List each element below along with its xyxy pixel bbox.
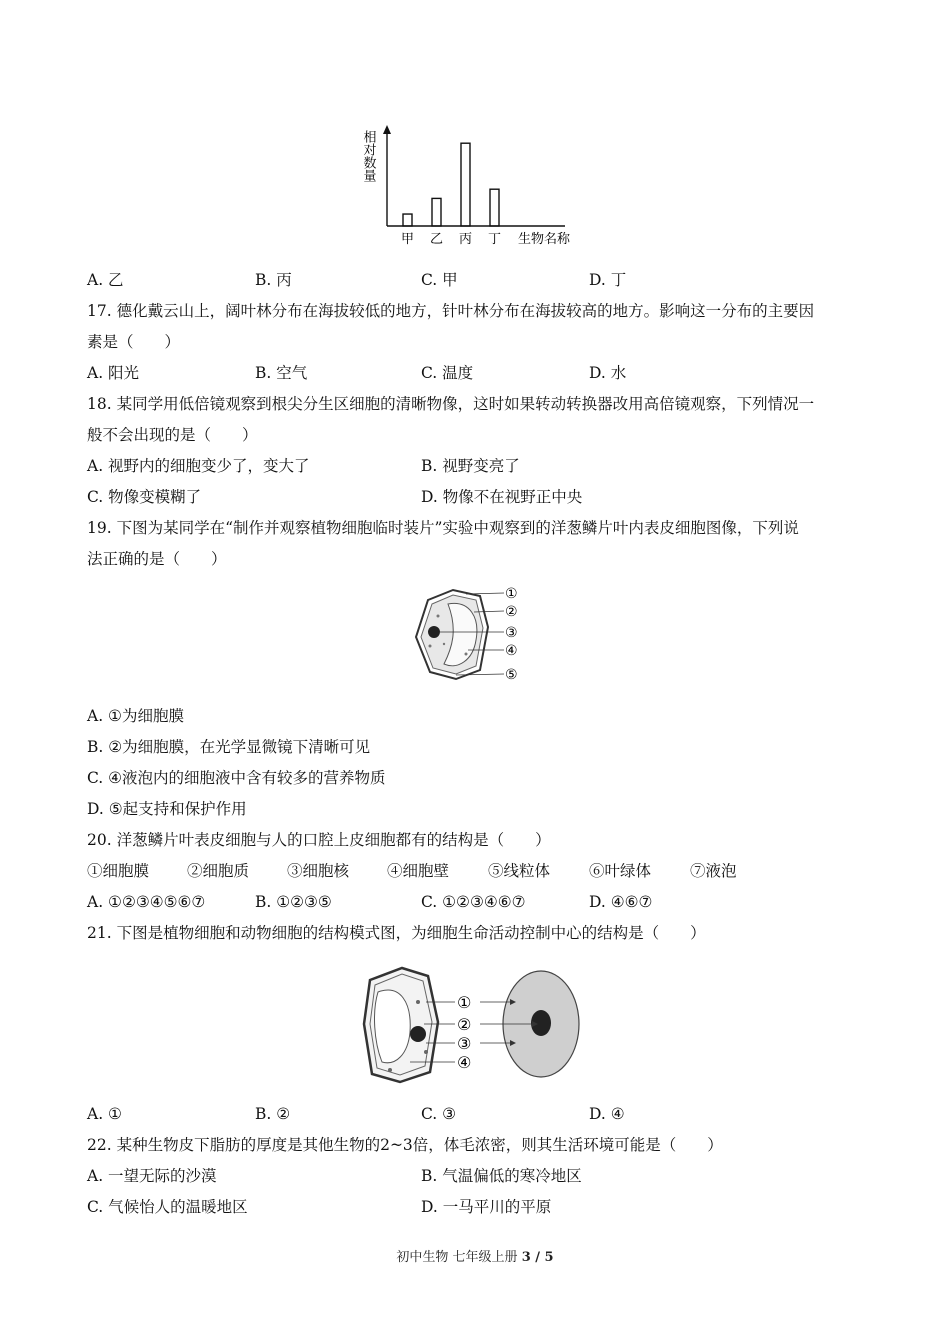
onion-label-4: ④	[505, 643, 518, 659]
q20-item-1: ①细胞膜	[87, 862, 150, 880]
q17-stem-line2: 素是（ ）	[87, 333, 181, 351]
q22-stem-line1: 22. 某种生物皮下脂肪的厚度是其他生物的2~3倍，体毛浓密，则其生活环境可能是（ ）	[87, 1136, 723, 1154]
q16-option-d: D. 丁	[589, 271, 627, 289]
q19-option-b: B. ②为细胞膜，在光学显微镜下清晰可见	[87, 738, 371, 756]
q20-stem-line1: 20. 洋葱鳞片叶表皮细胞与人的口腔上皮细胞都有的结构是（ ）	[87, 831, 551, 849]
chart-tick-labels	[401, 232, 501, 247]
tick-label-4: 丁	[487, 232, 502, 247]
q17-option-a: A. 阳光	[87, 364, 140, 382]
tick-label-3: 丙	[458, 232, 473, 247]
q19-option-c: C. ④液泡内的细胞液中含有较多的营养物质	[87, 769, 386, 787]
q20-item-6: ⑥叶绿体	[589, 862, 652, 880]
onion-cell-diagram	[408, 582, 538, 687]
onion-label-1: ①	[505, 586, 518, 602]
q21-stem-line1: 21. 下图是植物细胞和动物细胞的结构模式图，为细胞生命活动控制中心的结构是（ ）	[87, 924, 706, 942]
footer-course: 初中生物 七年级上册	[396, 1250, 518, 1265]
tick-label-1: 甲	[400, 232, 415, 247]
q22-option-a: A. 一望无际的沙漠	[87, 1167, 217, 1185]
q19-stem-line2: 法正确的是（ ）	[87, 550, 227, 568]
q20-item-4: ④细胞壁	[387, 862, 450, 880]
q19-stem-line1: 19. 下图为某同学在“制作并观察植物细胞临时装片”实验中观察到的洋葱鳞片叶内表皮细胞图像，下列说	[87, 519, 799, 537]
cell-label-1: ①	[457, 993, 472, 1012]
footer-page-number: 3 / 5	[521, 1250, 554, 1265]
page-footer	[0, 1246, 950, 1265]
q20-item-2: ②细胞质	[187, 862, 250, 880]
q21-option-d: D. ④	[589, 1105, 625, 1123]
bar-4	[490, 189, 499, 226]
onion-label-3: ③	[505, 625, 518, 641]
x-axis-label: 生物名称	[518, 232, 571, 247]
plant-animal-cell-diagram	[360, 962, 590, 1087]
onion-label-2: ②	[505, 604, 518, 620]
bar-chart	[350, 120, 600, 255]
q18-option-d: D. 物像不在视野正中央	[421, 488, 583, 506]
plant-nucleus	[410, 1026, 426, 1042]
q16-option-a: A. 乙	[87, 271, 124, 289]
q16-option-b: B. 丙	[255, 271, 292, 289]
q20-option-a: A. ①②③④⑤⑥⑦	[87, 893, 206, 911]
chart-bars	[403, 143, 499, 226]
cell-label-3: ③	[457, 1034, 472, 1053]
q18-stem-line2: 般不会出现的是（ ）	[87, 426, 258, 444]
q20-item-5: ⑤线粒体	[488, 862, 551, 880]
q16-option-c: C. 甲	[421, 271, 458, 289]
q18-stem-line1: 18. 某同学用低倍镜观察到根尖分生区细胞的清晰物像，这时如果转动转换器改用高倍镜观察，下列情况一	[87, 395, 815, 413]
bar-3	[461, 143, 470, 226]
q17-option-d: D. 水	[589, 364, 627, 382]
q18-option-b: B. 视野变亮了	[421, 457, 520, 475]
bar-1	[403, 214, 412, 226]
q18-option-c: C. 物像变模糊了	[87, 488, 202, 506]
q17-option-c: C. 温度	[421, 364, 474, 382]
q18-option-a: A. 视野内的细胞变少了，变大了	[87, 457, 310, 475]
q20-option-c: C. ①②③④⑥⑦	[421, 893, 526, 911]
y-axis-arrow	[383, 125, 391, 134]
cell-label-4: ④	[457, 1053, 472, 1072]
q17-option-b: B. 空气	[255, 364, 308, 382]
q22-option-c: C. 气候怡人的温暖地区	[87, 1198, 248, 1216]
q22-option-d: D. 一马平川的平原	[421, 1198, 552, 1216]
q17-stem-line1: 17. 德化戴云山上，阔叶林分布在海拔较低的地方，针叶林分布在海拔较高的地方。影响这一分布的主要因	[87, 302, 815, 320]
q21-option-a: A. ①	[87, 1105, 122, 1123]
q20-item-3: ③细胞核	[287, 862, 350, 880]
q19-option-a: A. ①为细胞膜	[87, 707, 184, 725]
cell-label-2: ②	[457, 1015, 472, 1034]
y-axis-label: 相对数量	[360, 130, 376, 182]
bar-2	[432, 198, 441, 226]
q21-option-c: C. ③	[421, 1105, 457, 1123]
q20-option-d: D. ④⑥⑦	[589, 893, 653, 911]
onion-label-5: ⑤	[505, 667, 518, 683]
q22-option-b: B. 气温偏低的寒冷地区	[421, 1167, 582, 1185]
q21-option-b: B. ②	[255, 1105, 291, 1123]
tick-label-2: 乙	[429, 232, 444, 247]
q19-option-d: D. ⑤起支持和保护作用	[87, 800, 247, 818]
q20-option-b: B. ①②③⑤	[255, 893, 332, 911]
q20-item-7: ⑦液泡	[690, 862, 737, 880]
nucleus-shape	[428, 626, 440, 638]
